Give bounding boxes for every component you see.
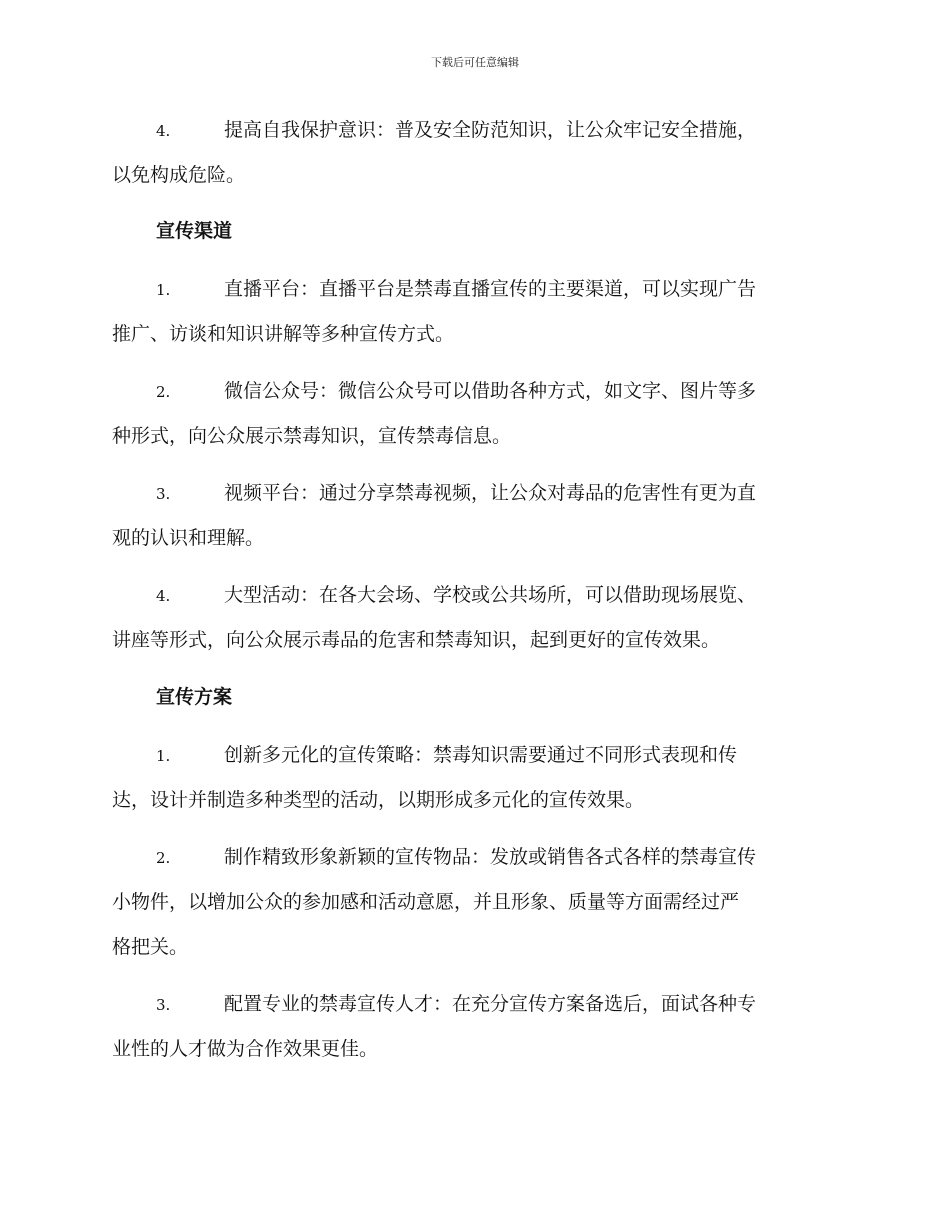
item-text: 提高自我保护意识：普及安全防范知识，让公众牢记安全措施， <box>224 119 757 141</box>
page-header: 下载后可任意编辑 <box>431 56 519 69</box>
item-first-line <box>112 573 834 618</box>
item-continuation: 种形式，向公众展示禁毒知识，宣传禁毒信息。 <box>112 425 512 447</box>
section-heading: 宣传渠道 <box>156 220 233 242</box>
list-item <box>112 267 834 357</box>
item-text: 微信公众号：微信公众号可以借助各种方式，如文字、图片等多 <box>224 380 757 402</box>
item-first-line <box>112 835 834 880</box>
list-item <box>112 573 834 663</box>
item-first-line <box>112 471 834 516</box>
item-number: 4. <box>156 122 171 140</box>
item-number: 3. <box>156 485 171 503</box>
item-number: 3. <box>156 996 171 1014</box>
list-item <box>112 108 834 198</box>
item-continuation: 推广、访谈和知识讲解等多种宣传方式。 <box>112 323 455 345</box>
item-text: 视频平台：通过分享禁毒视频，让公众对毒品的危害性有更为直 <box>224 482 757 504</box>
section-heading: 宣传方案 <box>156 686 233 708</box>
item-first-line <box>112 982 834 1027</box>
item-continuation: 以免构成危险。 <box>112 164 246 186</box>
item-text: 直播平台：直播平台是禁毒直播宣传的主要渠道，可以实现广告 <box>224 278 757 300</box>
item-continuation: 业性的人才做为合作效果更佳。 <box>112 1038 379 1060</box>
item-first-line <box>112 267 834 312</box>
item-text: 制作精致形象新颖的宣传物品：发放或销售各式各样的禁毒宣传 <box>224 846 757 868</box>
list-item <box>112 369 834 459</box>
list-item <box>112 733 834 823</box>
item-text: 大型活动：在各大会场、学校或公共场所，可以借助现场展览、 <box>224 584 757 606</box>
item-first-line <box>112 733 834 778</box>
item-first-line <box>112 369 834 414</box>
item-continuation: 达，设计并制造多种类型的活动，以期形成多元化的宣传效果。 <box>112 789 645 811</box>
item-continuation: 讲座等形式，向公众展示毒品的危害和禁毒知识，起到更好的宣传效果。 <box>112 629 721 651</box>
item-continuation: 观的认识和理解。 <box>112 527 265 549</box>
item-first-line <box>112 108 834 153</box>
item-number: 1. <box>156 747 171 765</box>
item-number: 2. <box>156 383 171 401</box>
item-continuation: 小物件，以增加公众的参加感和活动意愿，并且形象、质量等方面需经过严 <box>112 891 740 913</box>
list-item <box>112 835 834 970</box>
list-item <box>112 982 834 1072</box>
item-number: 4. <box>156 587 171 605</box>
item-number: 2. <box>156 849 171 867</box>
item-text: 创新多元化的宣传策略：禁毒知识需要通过不同形式表现和传 <box>224 744 738 766</box>
item-number: 1. <box>156 281 171 299</box>
list-item <box>112 471 834 561</box>
item-continuation: 格把关。 <box>112 936 189 958</box>
item-text: 配置专业的禁毒宣传人才：在充分宣传方案备选后，面试各种专 <box>224 993 757 1015</box>
